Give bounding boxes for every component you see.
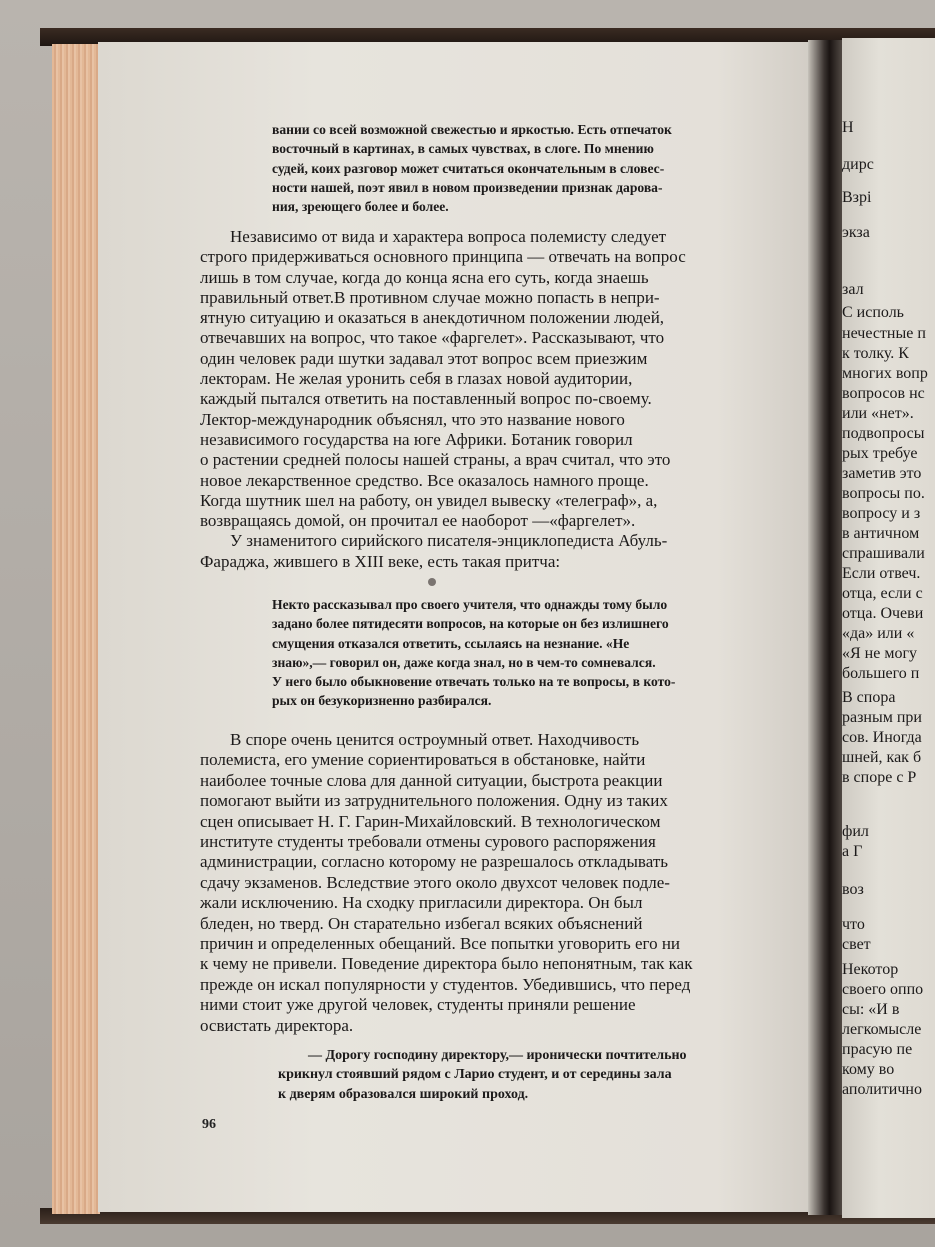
quote-line: — Дорогу господину директору,— иронически почтительно <box>308 1048 687 1063</box>
text-line: В споре очень ценится остроумный ответ. Находчивость <box>230 730 640 749</box>
right-page-line: зал <box>842 281 864 298</box>
text-line: о растении средней полосы нашей страны, а врач считал, что это <box>200 450 671 470</box>
text-line: лекторам. Не желая уронить себя в глазах новой аудитории, <box>200 369 633 389</box>
quote-line: смущения отказался ответить, ссылаясь на незнание. «Не <box>272 635 630 651</box>
right-page-line: Н <box>842 119 854 136</box>
right-page-line: свет <box>842 936 871 953</box>
text-line: помогают выйти из затруднительного положения. Одну из таких <box>200 791 668 811</box>
text-line: бледен, но тверд. Он старательно избегал всяких объяснений <box>200 913 643 933</box>
text-line: жали исключению. На сходку пригласили директора. Он был <box>200 893 643 913</box>
right-page-line: шней, как б <box>842 749 922 766</box>
quote-line: задано более пятидесяти вопросов, на которые он без излишнего <box>272 616 669 632</box>
text-line: лишь в том случае, когда до конца ясна его суть, когда знаешь <box>200 267 649 287</box>
right-page-line: Если отвеч. <box>842 565 921 582</box>
text-line: отвечавших на вопрос, что такое «фаргелет». Рассказывают, что <box>200 328 665 348</box>
right-page-line: дирс <box>842 156 874 173</box>
text-line: Фараджа, жившего в XIII веке, есть такая притча: <box>200 551 561 571</box>
quote-line: ния, зреющего более и более. <box>272 199 449 215</box>
right-page-line: «Я не могу <box>842 645 918 662</box>
main-text-paragraphs-1 <box>200 227 812 572</box>
right-page-line: разным при <box>842 709 922 726</box>
right-page-line: сов. Иногда <box>842 729 922 746</box>
text-line: строго придерживаться основного принципа — отвечать на вопрос <box>200 247 686 267</box>
right-page-line: или «нет». <box>842 405 914 422</box>
quote-block-top <box>272 120 812 216</box>
right-page-line: воз <box>842 881 864 898</box>
quote-block-parable <box>272 595 812 711</box>
text-line: сцен описывает Н. Г. Гарин-Михайловский. В технологическом <box>200 811 661 831</box>
quote-line: к дверям образовался широкий проход. <box>278 1086 529 1102</box>
right-page-line: отца, если с <box>842 585 923 602</box>
quote-line: вании со всей возможной свежестью и яркостью. Есть отпечаток <box>272 122 672 137</box>
text-line: каждый пытался ответить на поставленный вопрос по-своему. <box>200 389 652 409</box>
text-line: институте студенты требовали отмены сурового распоряжения <box>200 832 656 852</box>
right-page-line: большего п <box>842 665 920 682</box>
quote-block-bottom <box>278 1046 812 1104</box>
quote-line: судей, коих разговор может считаться окончательным в словес- <box>272 160 665 176</box>
right-page-line: спрашивали <box>842 545 925 562</box>
right-page-line: легкомысле <box>842 1021 922 1038</box>
right-page-line: что <box>842 916 865 933</box>
text-line: сдачу экзаменов. Вследствие этого около двухсот человек подле- <box>200 872 670 892</box>
quote-line: знаю»,— говорил он, даже когда знал, но в чем-то сомневался. <box>272 654 656 670</box>
right-page-line: отца. Очеви <box>842 605 924 622</box>
quote-line: У него было обыкновение отвечать только на те вопросы, в кото- <box>272 674 676 690</box>
page-stack-edge <box>52 44 100 1214</box>
text-line: причин и определенных обещаний. Все попытки уговорить его ни <box>200 934 681 954</box>
right-page-line: С исполь <box>842 304 904 321</box>
text-line: ятную ситуацию и оказаться в анекдотичном положении людей, <box>200 308 665 328</box>
right-page-line: своего оппо <box>842 981 924 998</box>
main-text-paragraph-3 <box>200 730 812 1036</box>
text-line: Когда шутник шел на работу, он увидел вывеску «телеграф», а, <box>200 490 658 510</box>
text-line: У знаменитого сирийского писателя-энциклопедиста Абуль- <box>230 531 668 551</box>
right-page-line: В спора <box>842 689 896 706</box>
right-page-line: сы: «И в <box>842 1001 900 1018</box>
text-line: Лектор-международник объяснял, что это название нового <box>200 409 625 429</box>
quote-line: крикнул стоявший рядом с Ларио студент, и от середины зала <box>278 1067 672 1083</box>
text-line: новое лекарственное средство. Все оказалось намного проще. <box>200 470 649 490</box>
right-page-line: фил <box>842 823 869 840</box>
text-line: правильный ответ.В противном случае можно попасть в непри- <box>200 287 660 307</box>
text-line: прежде он искал популярности у студентов. Убедившись, что перед <box>200 974 691 994</box>
quote-line: ности нашей, поэт явил в новом произведении признак дарова- <box>272 179 663 195</box>
right-page-line: экза <box>842 224 870 241</box>
right-page-line: в споре с Р <box>842 769 917 786</box>
text-line: администрации, согласно которому не разрешалось откладывать <box>200 852 668 872</box>
text-line: полемиста, его умение сориентироваться в обстановке, найти <box>200 750 646 770</box>
text-line: наиболее точные слова для данной ситуации, быстрота реакции <box>200 770 663 790</box>
right-page-line: нечестные п <box>842 325 926 342</box>
quote-line: рых он безукоризненно разбирался. <box>272 693 492 709</box>
book-gutter <box>808 40 844 1215</box>
right-page-line: подвопросы <box>842 425 925 442</box>
right-page-line: вопросы по. <box>842 485 925 502</box>
right-page-line: многих вопр <box>842 365 928 382</box>
right-page-line: вопросов нс <box>842 385 925 402</box>
right-page-line: Взрі <box>842 189 872 206</box>
right-page-line: в античном <box>842 525 920 542</box>
text-line: возвращаясь домой, он прочитал ее наоборот —«фаргелет». <box>200 511 636 531</box>
text-line: независимого государства на юге Африки. Ботаник говорил <box>200 429 633 449</box>
right-page-line: к толку. К <box>842 345 909 362</box>
right-page-line: аполитично <box>842 1081 922 1098</box>
right-page-line: вопросу и з <box>842 505 921 522</box>
text-line: к чему не привели. Поведение директора было непонятным, так как <box>200 954 693 974</box>
page-number: 96 <box>202 1117 216 1132</box>
right-page-line: прасую пе <box>842 1041 913 1058</box>
text-line: Независимо от вида и характера вопроса полемисту следует <box>230 227 667 246</box>
right-page-line: а Г <box>842 843 863 860</box>
right-page-line: рых требуе <box>842 445 918 462</box>
text-line: освистать директора. <box>200 1015 354 1035</box>
text-line: ними стоит уже другой человек, студенты приняли решение <box>200 995 636 1015</box>
text-line: один человек ради шутки задавал этот вопрос всем приезжим <box>200 348 648 368</box>
quote-line: Некто рассказывал про своего учителя, что однажды тому было <box>272 597 668 612</box>
right-page-line: Некотор <box>842 961 899 978</box>
right-page-line: заметив это <box>842 465 922 482</box>
right-page-line: «да» или « <box>842 625 915 642</box>
quote-line: восточный в картинах, в самых чувствах, в слоге. По мнению <box>272 141 654 157</box>
section-bullet-mark <box>428 578 436 586</box>
right-page-line: кому во <box>842 1061 895 1078</box>
